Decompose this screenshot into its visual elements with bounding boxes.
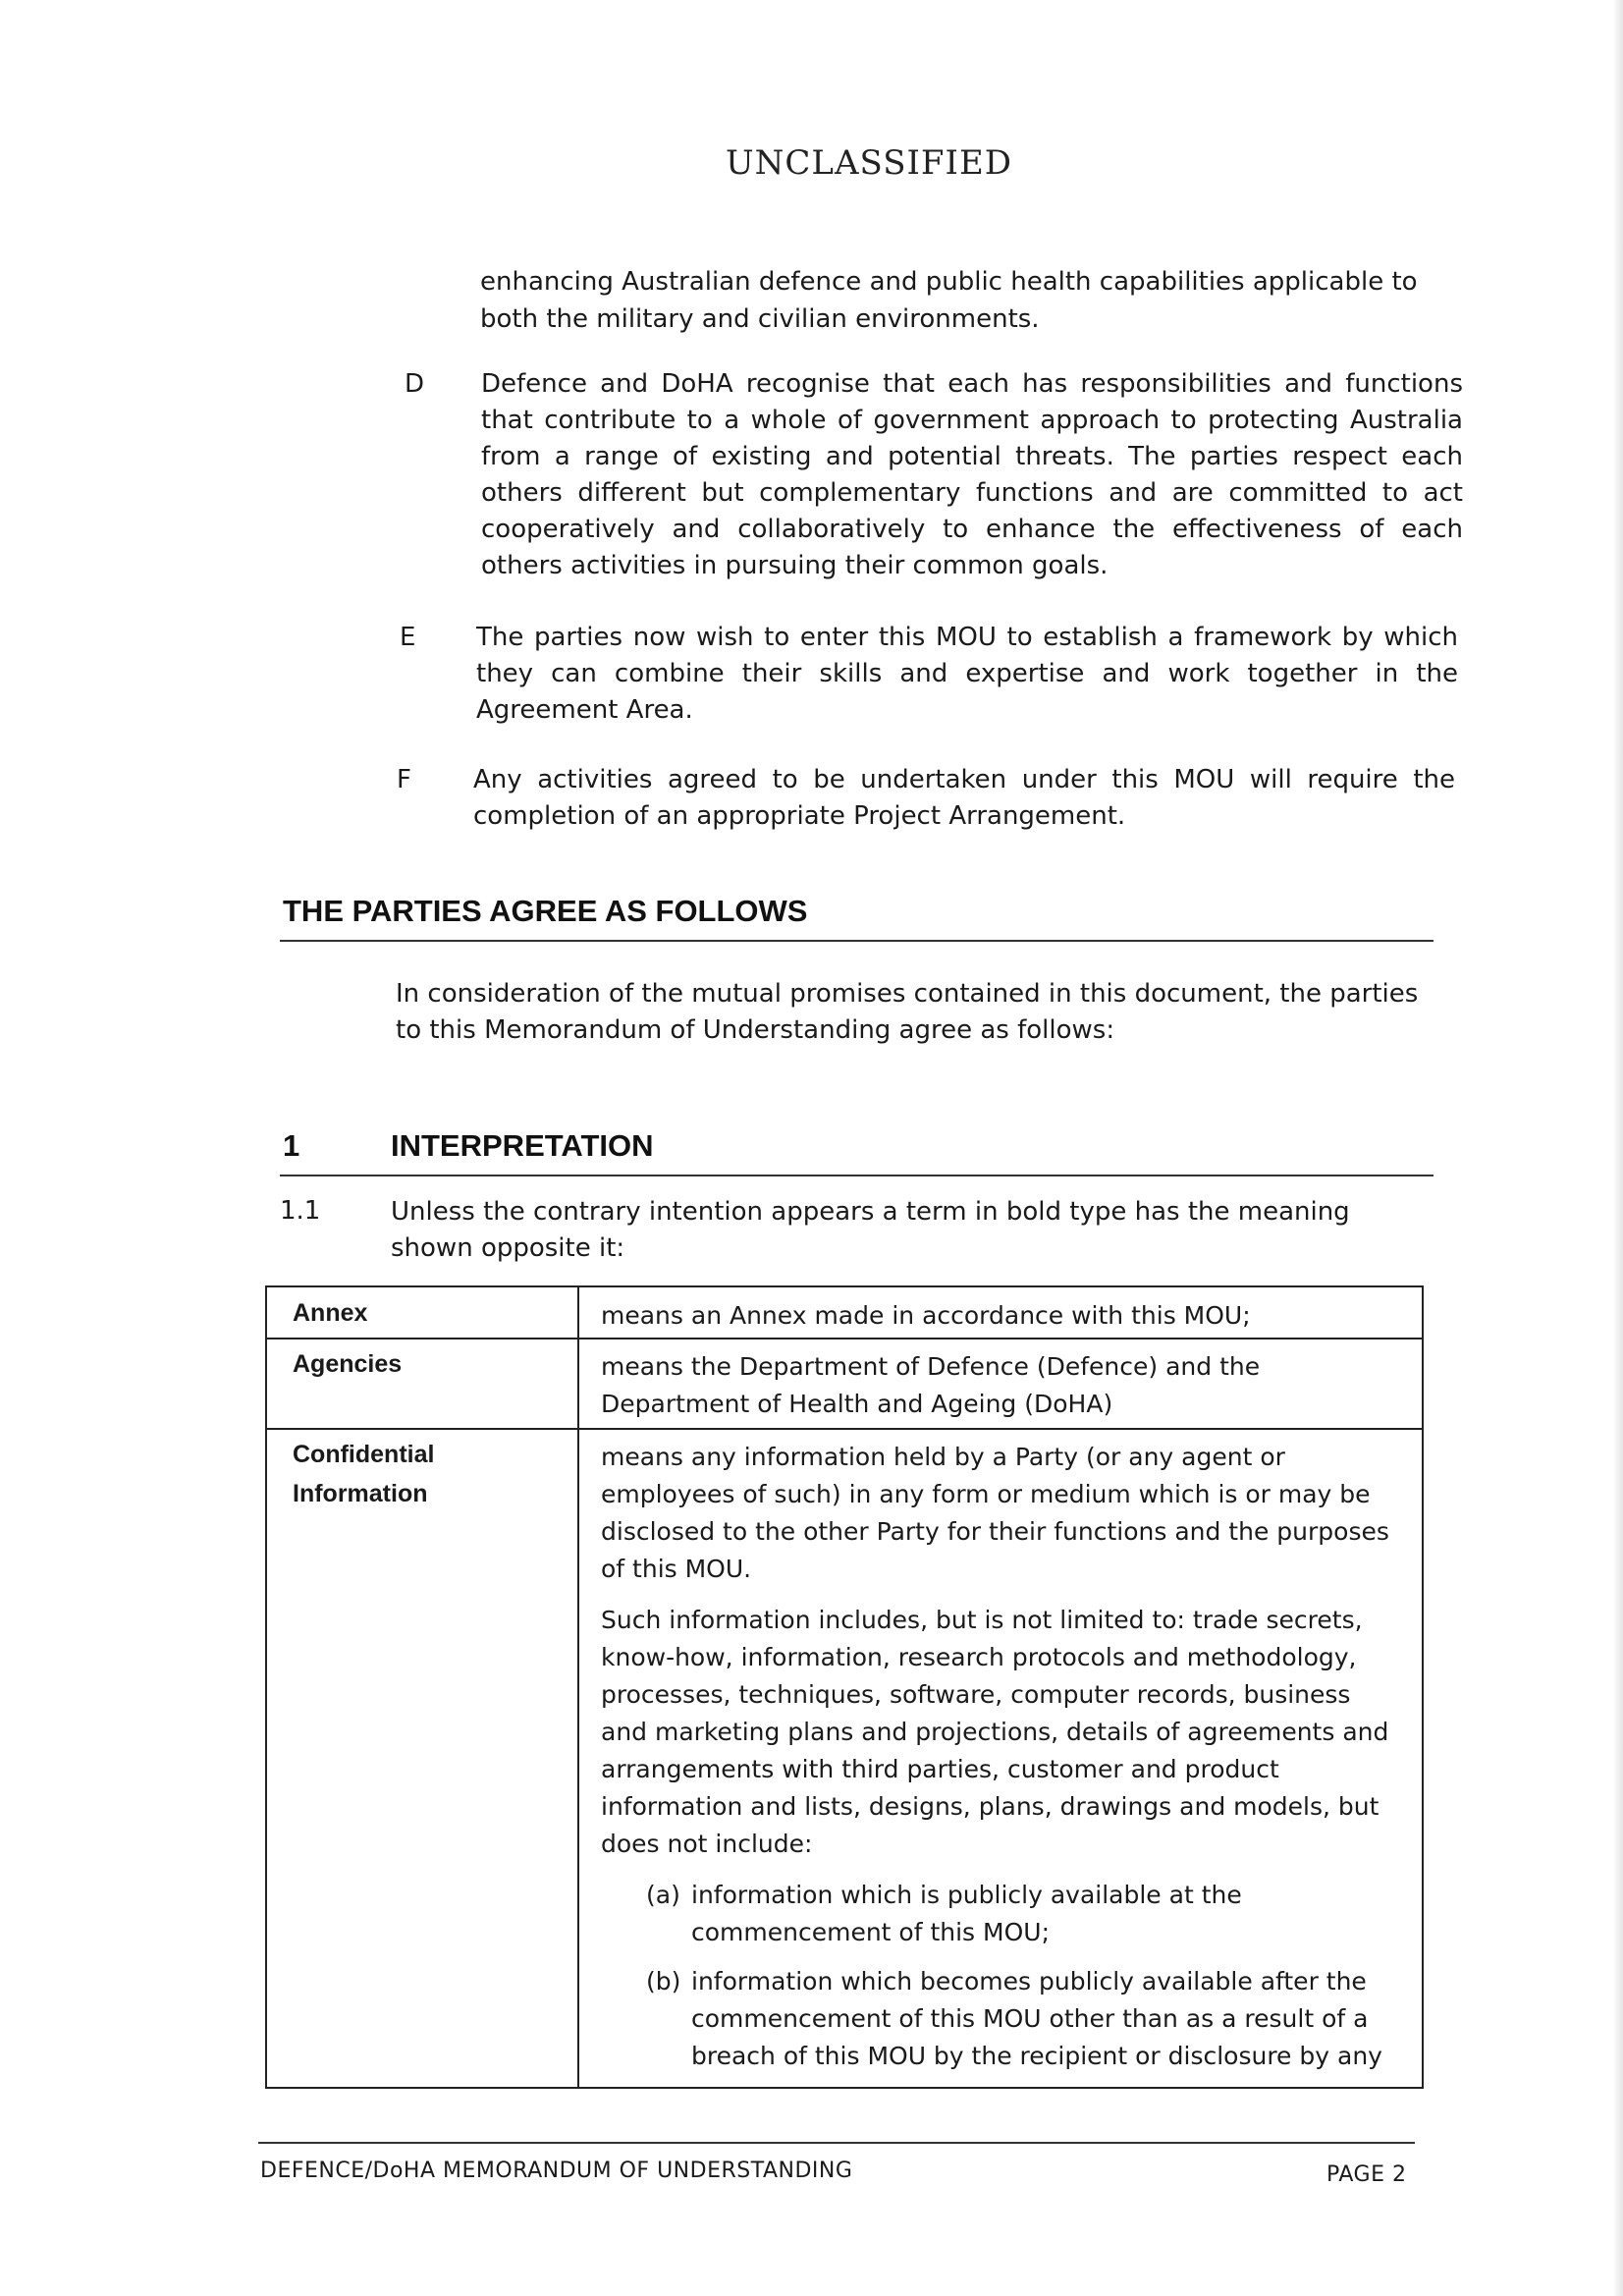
- definition-sub-item: [601, 1877, 1396, 1951]
- footer-document-title: DEFENCE/DoHA MEMORANDUM OF UNDERSTANDING: [260, 2159, 853, 2183]
- recital-continuation: enhancing Australian defence and public health capabilities applicable to both the military and civilian environments.: [480, 267, 1418, 334]
- agreement-intro: In consideration of the mutual promises contained in this document, the parties to this Memorandum of Understanding agree as follows:: [396, 979, 1419, 1045]
- definition-meaning: means an Annex made in accordance with this MOU;: [601, 1301, 1251, 1330]
- definition-meaning: means the Department of Defence (Defence) and the Department of Health and Ageing (DoHA): [601, 1352, 1261, 1418]
- clause-number: 1.1: [280, 1196, 321, 1226]
- recital-letter: F: [397, 765, 411, 794]
- agreement-heading: THE PARTIES AGREE AS FOLLOWS: [283, 894, 808, 928]
- table-row-divider: [267, 1338, 1422, 1339]
- table-row-divider: [267, 1428, 1422, 1430]
- recital-letter: D: [405, 369, 425, 399]
- agreement-heading-rule: [280, 940, 1434, 942]
- recital-text: Any activities agreed to be undertaken under this MOU will require the completion of an appropriate Project Arrangement.: [473, 765, 1455, 831]
- definition-meaning-block: [601, 1439, 1396, 2087]
- clause-text: Unless the contrary intention appears a term in bold type has the meaning shown opposite it:: [391, 1197, 1350, 1263]
- sub-item-label: (b): [646, 1967, 681, 1995]
- sub-item-label: (a): [646, 1881, 680, 1909]
- definition-term: Confidential Information: [293, 1441, 435, 1507]
- sub-item-text: information which becomes publicly available after the commencement of this MOU other than as a result of a breach of this MOU by the recipient or disclosure by any: [691, 1967, 1382, 2070]
- section-number: 1: [283, 1128, 300, 1163]
- definition-term: Agencies: [293, 1350, 403, 1378]
- section-title: INTERPRETATION: [391, 1128, 654, 1163]
- sub-item-text: information which is publicly available at the commencement of this MOU;: [691, 1881, 1242, 1946]
- footer-rule: [258, 2142, 1415, 2144]
- definition-sub-item: [601, 1963, 1396, 2075]
- definitions-table: [265, 1285, 1424, 2089]
- definition-meaning-continued: Such information includes, but is not limited to: trade secrets, know-how, information, research protocols and methodology, processes, techniques, software, computer records, business and marketing plans and projections, details of agreements and arrangements with third parties, customer and product information and lists, designs, plans, drawings and models, but does not include:: [601, 1606, 1389, 1858]
- classification-header: UNCLASSIFIED: [725, 143, 1013, 183]
- page-edge-shadow: [1613, 0, 1623, 2296]
- definition-term: Annex: [293, 1299, 368, 1327]
- recital-text: Defence and DoHA recognise that each has responsibilities and functions that contribute to a whole of government approach to protecting Australia from a range of existing and potential threats. The parties respect each others different but complementary functions and are committed to act cooperatively and collaboratively to enhance the effectiveness of each others activities in pursuing their common goals.: [481, 369, 1463, 580]
- footer-page-number: PAGE 2: [1326, 2162, 1407, 2187]
- table-column-divider: [577, 1287, 579, 2087]
- section-heading-rule: [280, 1175, 1434, 1176]
- definition-meaning: means any information held by a Party (or any agent or employees of such) in any form or medium which is or may be disclosed to the other Party for their functions and the purposes of this MOU.: [601, 1443, 1389, 1583]
- recital-text: The parties now wish to enter this MOU to establish a framework by which they can combine their skills and expertise and work together in the Agreement Area.: [476, 623, 1458, 725]
- recital-letter: E: [400, 623, 416, 652]
